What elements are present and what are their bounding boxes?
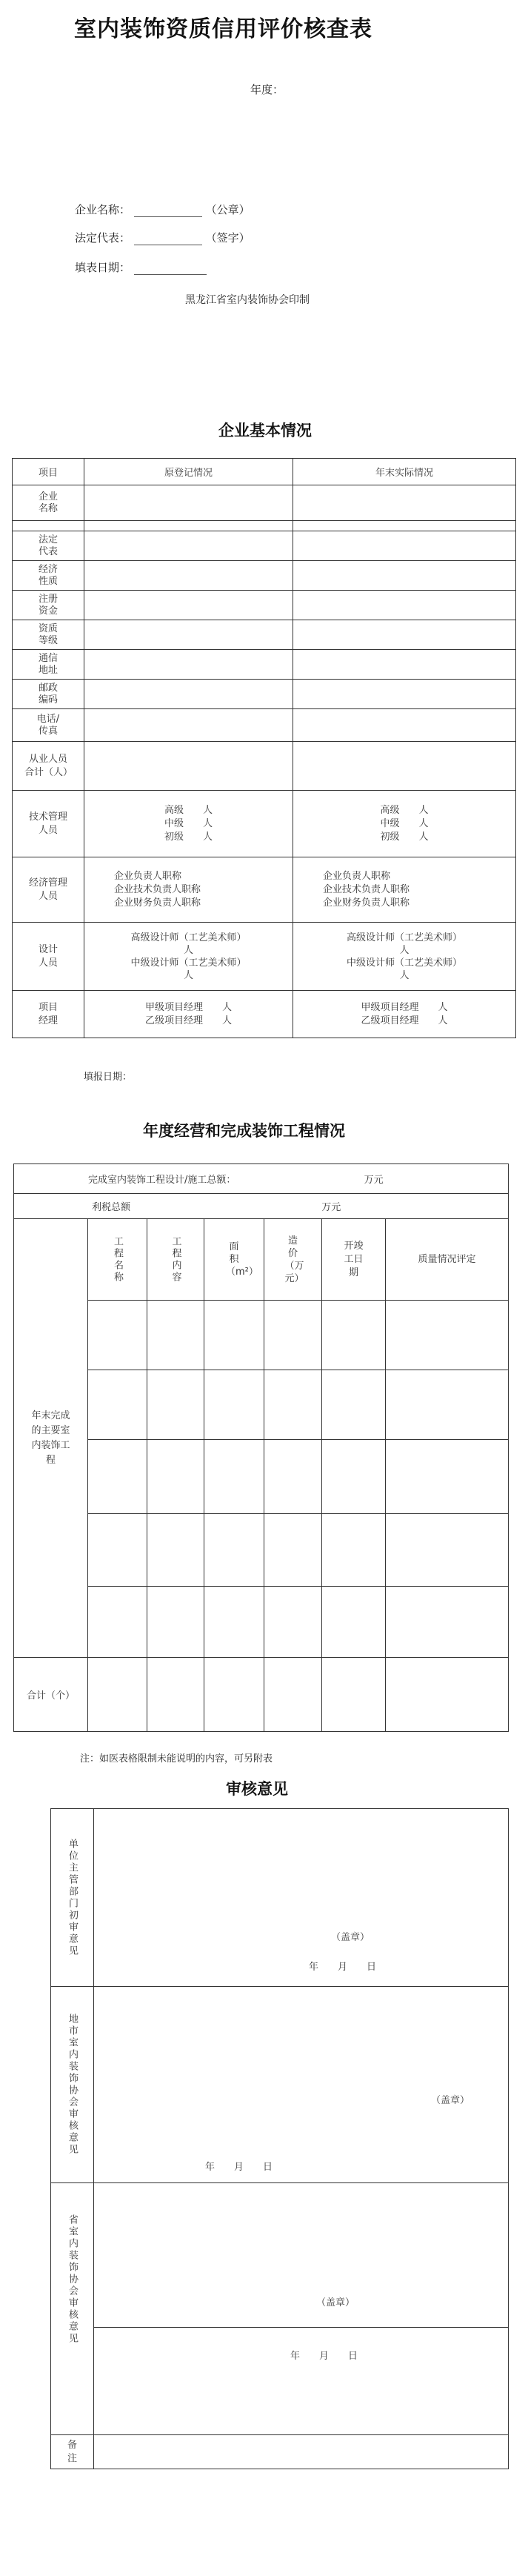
designers-original[interactable]: 高级设计师（工艺美术师） 人 中级设计师（工艺美术师） 人 bbox=[130, 932, 247, 981]
col-project-content: 工程内容 bbox=[170, 1235, 181, 1284]
date-city: 年 月 日 bbox=[205, 2162, 273, 2173]
review-cell-province[interactable] bbox=[94, 2183, 509, 2435]
cell-yearend-legal-rep[interactable] bbox=[293, 531, 516, 561]
row-label-econ-type: 经济性质 bbox=[38, 563, 58, 587]
fill-date-label: 填表日期： bbox=[75, 261, 131, 274]
row-label-phone: 电话/传真 bbox=[36, 713, 60, 737]
cell-original-staff-total[interactable] bbox=[84, 742, 293, 791]
econ-staff-original[interactable]: 企业负责人职称 企业技术负责人职称 企业财务负责人职称 bbox=[114, 870, 201, 909]
review-label-province: 省室内装饰协会审核意见 bbox=[67, 2214, 78, 2345]
review-table bbox=[50, 1808, 509, 2469]
basic-info-table bbox=[12, 458, 516, 1038]
company-seal-note: （公章） bbox=[205, 203, 250, 216]
fill-date-row bbox=[75, 259, 207, 275]
legal-rep-field[interactable] bbox=[134, 231, 202, 245]
cell-yearend-company[interactable] bbox=[293, 485, 516, 521]
cell-original-econ-type[interactable] bbox=[84, 561, 293, 591]
table-row bbox=[14, 1440, 509, 1514]
project-managers-yearend[interactable]: 甲级项目经理 人 乙级项目经理 人 bbox=[361, 1001, 448, 1026]
review-label-department: 单位主管部门初审意见 bbox=[67, 1838, 78, 1957]
date-province: 年 月 日 bbox=[290, 2351, 358, 2362]
project-managers-original[interactable]: 甲级项目经理 人 乙级项目经理 人 bbox=[144, 1001, 232, 1026]
header-item: 项目 bbox=[13, 459, 84, 485]
cell-original-address[interactable] bbox=[84, 650, 293, 680]
cell-yearend-capital[interactable] bbox=[293, 591, 516, 620]
cell-yearend-econ-type[interactable] bbox=[293, 561, 516, 591]
row-label-postcode: 邮政编码 bbox=[38, 682, 58, 706]
cell-yearend-qualification[interactable] bbox=[293, 620, 516, 650]
fill-date-field[interactable] bbox=[134, 261, 207, 275]
cell-original-postcode[interactable] bbox=[84, 680, 293, 709]
tech-staff-original[interactable]: 高级 人 中级 人 初级 人 bbox=[164, 804, 213, 843]
header-original: 原登记情况 bbox=[84, 459, 293, 485]
row-label-capital: 注册资金 bbox=[38, 593, 58, 617]
cell-yearend-phone[interactable] bbox=[293, 709, 516, 742]
cell-original-capital[interactable] bbox=[84, 591, 293, 620]
row-label-qualification: 资质等级 bbox=[38, 623, 58, 646]
cell-original-phone[interactable] bbox=[84, 709, 293, 742]
col-dates: 开竣工日期 bbox=[344, 1240, 364, 1278]
tech-staff-yearend[interactable]: 高级 人 中级 人 初级 人 bbox=[380, 804, 429, 843]
row-label-tech-staff: 技术管理人员 bbox=[28, 811, 67, 836]
table-row bbox=[14, 1514, 509, 1587]
row-label-econ-staff: 经济管理人员 bbox=[28, 877, 67, 902]
cell-original-qualification[interactable] bbox=[84, 620, 293, 650]
row-label-project-managers: 项目经理 bbox=[38, 1001, 58, 1026]
company-name-row bbox=[75, 202, 250, 217]
cell-yearend-address[interactable] bbox=[293, 650, 516, 680]
col-cost: 造价（万元） bbox=[284, 1235, 304, 1284]
date-department: 年 月 日 bbox=[309, 1962, 377, 1973]
year-label: 年度： bbox=[250, 83, 284, 96]
total-output-row[interactable]: 完成室内装饰工程设计/施工总额： 万元 bbox=[14, 1164, 509, 1194]
legal-rep-row bbox=[75, 230, 250, 245]
remarks-cell[interactable] bbox=[94, 2435, 509, 2469]
review-cell-city[interactable] bbox=[94, 1987, 509, 2183]
major-projects-label: 年末完成的主要室内装饰工程 bbox=[31, 1410, 70, 1466]
cell-original-legal-rep[interactable] bbox=[84, 531, 293, 561]
row-label-legal-rep: 法定代表 bbox=[38, 534, 58, 557]
review-label-city: 地市室内装饰协会审核意见 bbox=[67, 2014, 78, 2156]
seal-note-department: （盖章） bbox=[331, 1932, 370, 1943]
row-label-designers: 设计人员 bbox=[38, 943, 58, 969]
col-area: 面积（m²） bbox=[226, 1241, 258, 1278]
seal-note-province: （盖章） bbox=[316, 2297, 355, 2308]
printer-note: 黑龙江省室内装饰协会印制 bbox=[185, 294, 310, 306]
col-quality: 质量情况评定 bbox=[418, 1253, 476, 1265]
annual-note: 注：如医表格限制未能说明的内容，可另附表 bbox=[80, 1753, 273, 1765]
cell-yearend-postcode[interactable] bbox=[293, 680, 516, 709]
annual-title: 年度经营和完成装饰工程情况 bbox=[143, 1122, 345, 1140]
legal-rep-sign-note: （签字） bbox=[205, 231, 250, 245]
remarks-label: 备注 bbox=[67, 2439, 77, 2464]
table-row bbox=[14, 1370, 509, 1440]
designers-yearend[interactable]: 高级设计师（工艺美术师） 人 中级设计师（工艺美术师） 人 bbox=[346, 932, 462, 981]
cell-original-company[interactable] bbox=[84, 485, 293, 521]
legal-rep-label: 法定代表： bbox=[75, 231, 131, 245]
fill-report-date: 填报日期： bbox=[84, 1072, 133, 1083]
row-label-staff-total: 从业人员合计（人） bbox=[24, 753, 73, 778]
table-row bbox=[14, 1301, 509, 1370]
econ-staff-yearend[interactable]: 企业负责人职称 企业技术负责人职称 企业财务负责人职称 bbox=[323, 870, 410, 909]
total-count-label: 合计（个） bbox=[14, 1658, 88, 1732]
table-row bbox=[14, 1587, 509, 1658]
col-project-name: 工程名称 bbox=[112, 1235, 123, 1284]
row-label-address: 通信地址 bbox=[38, 652, 58, 676]
annual-table bbox=[13, 1163, 509, 1732]
row-label-company: 企业名称 bbox=[38, 491, 58, 514]
header-year-end: 年末实际情况 bbox=[293, 459, 516, 485]
seal-note-city: （盖章） bbox=[431, 2095, 470, 2106]
profit-row[interactable]: 利税总额 万元 bbox=[14, 1194, 509, 1219]
review-cell-department[interactable] bbox=[94, 1809, 509, 1987]
basic-info-title: 企业基本情况 bbox=[218, 422, 312, 439]
review-title: 审核意见 bbox=[226, 1780, 288, 1798]
cell-yearend-staff-total[interactable] bbox=[293, 742, 516, 791]
company-name-field[interactable] bbox=[134, 203, 202, 217]
company-name-label: 企业名称： bbox=[75, 203, 131, 216]
page-title: 室内装饰资质信用评价核查表 bbox=[74, 16, 372, 42]
